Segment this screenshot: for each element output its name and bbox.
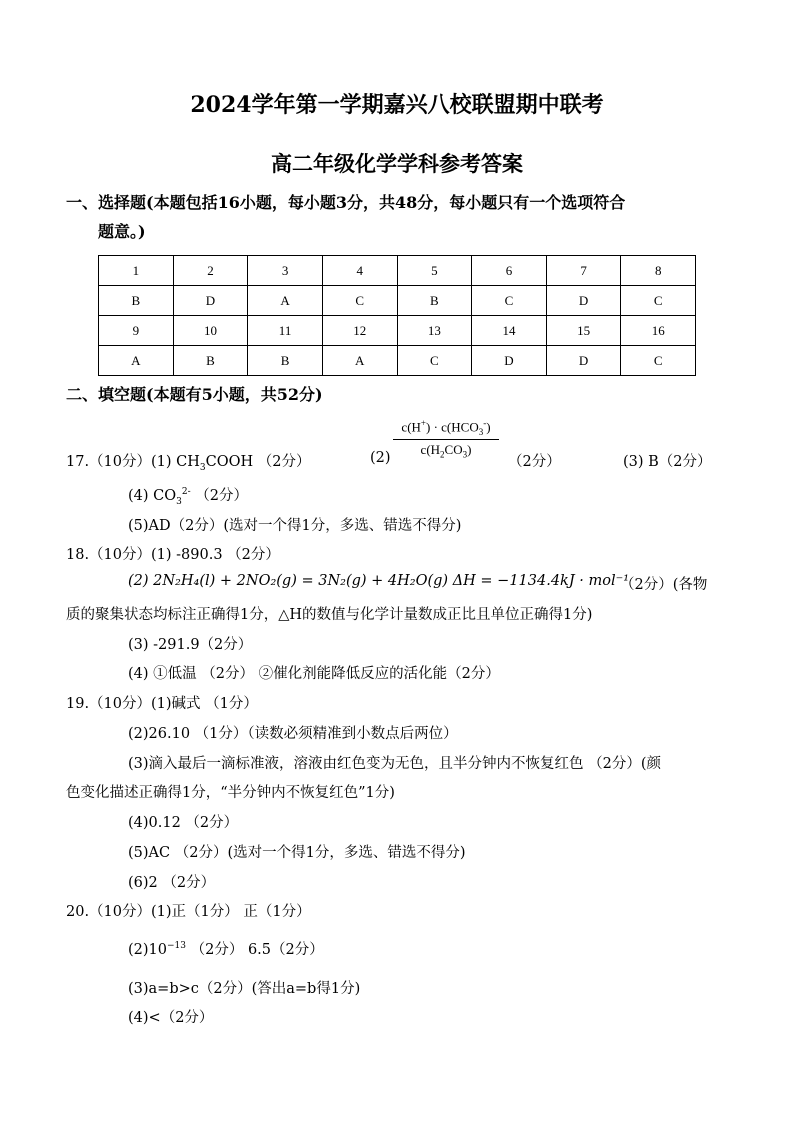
fraction-numerator: $c(H^+) \cdot c(HCO_3^-)$ [393,418,499,440]
fraction-denominator: $c(H_2CO_3)$ [420,441,472,460]
table-cell: 12 [322,316,397,346]
q17-part1: 17.（10分）(1) $CH_3COOH$ （2分） [66,454,311,473]
page-title: 2024学年第一学期嘉兴八校联盟期中联考 [190,92,604,118]
q17-part2-label: (2) [370,450,391,466]
table-cell: D [472,346,547,376]
q18-part1: 18.（10分）(1) -890.3 （2分） [66,547,280,563]
q19-part3-note: 色变化描述正确得1分，“半分钟内不恢复红色”1分) [66,785,395,801]
q19-part3: (3)滴入最后一滴标准液，溶液由红色变为无色，且半分钟内不恢复红色 （2分）(颜 [128,756,662,772]
table-cell: A [322,346,397,376]
table-cell: B [173,346,248,376]
table-row [99,316,696,346]
q17-fraction [393,418,499,460]
section1-heading: 一、选择题(本题包括16小题，每小题3分，共48分，每小题只有一个选项符合 [66,193,626,212]
table-cell: 8 [621,256,696,286]
q20-part1: 20.（10分）(1)正（1分） 正（1分） [66,904,311,920]
table-cell: 10 [173,316,248,346]
q17-part4: (4) $CO_3^{2-}$ （2分） [128,487,248,507]
table-cell: 6 [472,256,547,286]
table-cell: D [546,286,621,316]
table-cell: 5 [397,256,472,286]
section2-heading: 二、填空题(本题有5小题，共52分) [66,385,323,404]
table-cell: C [397,346,472,376]
table-cell: B [99,286,174,316]
q18-equation: (2) 2N₂H₄(l) + 2NO₂(g) = 3N₂(g) + 4H₂O(g) ΔH = −1134.4kJ · mol⁻¹ [128,573,630,589]
table-cell: 15 [546,316,621,346]
table-cell: D [173,286,248,316]
answer-table [98,255,696,376]
table-cell: C [621,346,696,376]
q20-part4: (4)<（2分） [128,1010,214,1026]
table-cell: A [99,346,174,376]
page-subtitle: 高二年级化学学科参考答案 [271,151,523,176]
table-cell: 11 [248,316,323,346]
q19-part4: (4)0.12 （2分） [128,815,239,831]
table-cell: C [322,286,397,316]
table-cell: A [248,286,323,316]
table-cell: 7 [546,256,621,286]
q18-part3: (3) -291.9（2分） [128,637,253,653]
table-row [99,256,696,286]
q17-part5: (5)AD（2分）(选对一个得1分，多选、错选不得分) [128,518,462,534]
q18-part4: (4) ①低温 （2分） ②催化剂能降低反应的活化能（2分） [128,666,500,682]
table-cell: 2 [173,256,248,286]
q18-equation-score: （2分）(各物 [620,577,708,593]
q17-part3: (3) B（2分） [623,454,712,470]
table-row [99,346,696,376]
q19-part2: (2)26.10 （1分）（读数必须精准到小数点后两位） [128,726,458,742]
table-cell: 14 [472,316,547,346]
table-cell: 16 [621,316,696,346]
table-cell: 1 [99,256,174,286]
q20-part2: $(2)10^{-13}$ （2分） 6.5（2分） [128,941,324,958]
table-cell: 3 [248,256,323,286]
q18-note: 质的聚集状态均标注正确得1分，△H的数值与化学计量数成正比且单位正确得1分) [66,607,593,623]
table-cell: B [397,286,472,316]
table-cell: 9 [99,316,174,346]
section1-heading-cont: 题意。) [98,222,146,241]
table-cell: B [248,346,323,376]
q19-part1: 19.（10分）(1)碱式 （1分） [66,696,258,712]
q20-part3: (3)a=b>c（2分）(答出a=b得1分) [128,981,361,997]
q19-part6: (6)2 （2分） [128,875,216,891]
table-cell: C [472,286,547,316]
table-cell: 13 [397,316,472,346]
table-cell: C [621,286,696,316]
q17-part2-score: （2分） [508,454,561,470]
table-cell: 4 [322,256,397,286]
q19-part5: (5)AC （2分）(选对一个得1分，多选、错选不得分) [128,845,466,861]
table-row [99,286,696,316]
table-cell: D [546,346,621,376]
